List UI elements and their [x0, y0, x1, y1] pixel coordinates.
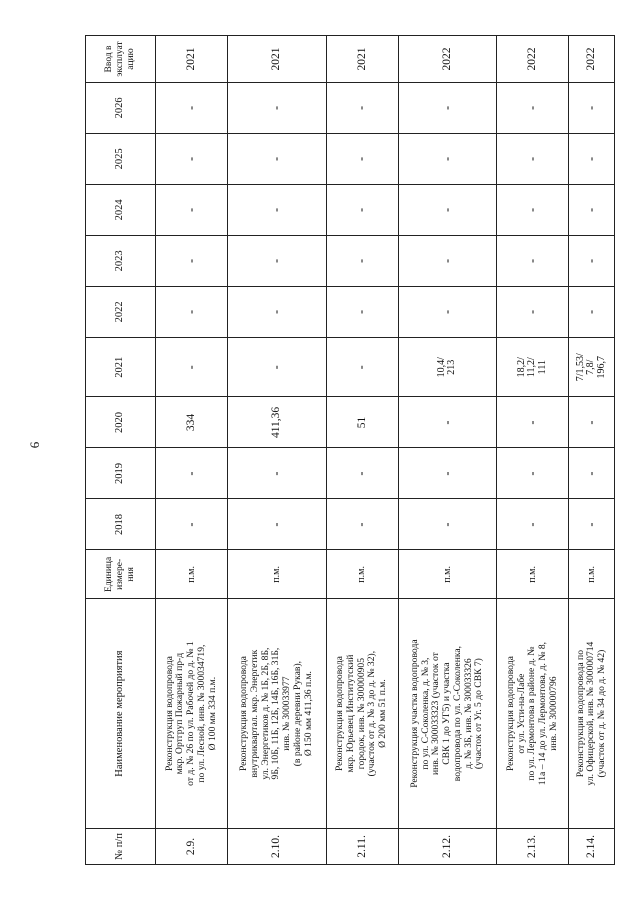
unit-cell: п.м.: [228, 550, 326, 599]
year-value-cell: [497, 82, 569, 133]
year-value-part: -: [439, 105, 454, 110]
header-row: [86, 36, 156, 865]
year-value-cell: [497, 499, 569, 550]
year-value-part: -: [524, 309, 539, 314]
year-value-cell: [156, 235, 228, 286]
year-value-part: -: [268, 522, 283, 527]
year-value-cell: [228, 397, 326, 448]
commission-year: 2022: [398, 36, 496, 83]
unit-cell: п.м.: [569, 550, 615, 599]
year-value-cell: [156, 448, 228, 499]
year-value-cell: [497, 397, 569, 448]
row-number: 2.9.: [156, 828, 228, 864]
year-value-cell: [156, 397, 228, 448]
measure-name-line: ул. Энергетиков д. № 1Б, 2Б, 8Б,: [259, 647, 271, 780]
table-row: [569, 36, 615, 865]
table-row: [156, 36, 228, 865]
year-value-part: -: [183, 207, 198, 212]
year-value-part: -: [439, 309, 454, 314]
header-year: 2021: [86, 337, 156, 397]
measure-name-line: (в районе деревни Рукав),: [291, 660, 303, 767]
year-value-cell: [156, 133, 228, 184]
year-value-part: 7/1,53/: [574, 353, 586, 382]
year-value-part: 18,2/: [515, 357, 527, 378]
year-value-part: -: [183, 258, 198, 263]
year-value-part: -: [524, 258, 539, 263]
year-value-cell: [398, 337, 496, 397]
measure-name: [326, 599, 398, 829]
year-value-cell: [398, 133, 496, 184]
year-value-cell: [398, 235, 496, 286]
year-value-part: -: [183, 365, 198, 370]
year-value-part: -: [268, 309, 283, 314]
year-value-part: -: [268, 471, 283, 476]
year-value-cell: [228, 337, 326, 397]
year-value-part: 11,2/: [526, 357, 538, 378]
table-row: [398, 36, 496, 865]
row-number: 2.13.: [497, 828, 569, 864]
year-value-cell: [228, 82, 326, 133]
year-value-part: -: [354, 522, 369, 527]
measure-name-line: водопровода по ул. С-Соколенка,: [451, 646, 463, 782]
year-value-cell: [326, 82, 398, 133]
year-value-cell: [326, 499, 398, 550]
header-year: 2018: [86, 499, 156, 550]
year-value-cell: [569, 82, 615, 133]
year-value-cell: [497, 235, 569, 286]
year-value-cell: [156, 286, 228, 337]
year-value-cell: [326, 337, 398, 397]
header-name: Наименование мероприятия: [86, 599, 156, 829]
year-value-part: -: [583, 309, 598, 314]
measure-name-line: по ул. Лермонтова в районе д. №: [526, 646, 538, 781]
year-value-cell: [569, 184, 615, 235]
year-value-cell: [398, 397, 496, 448]
table-body: [156, 36, 615, 865]
year-value-cell: [569, 337, 615, 397]
measure-name-line: внутриквартал. мкр. Энергетик: [249, 649, 260, 778]
year-value-cell: [497, 337, 569, 397]
measure-name: [569, 599, 615, 829]
year-value-part: -: [583, 105, 598, 110]
measure-name-line: 9Б, 10Б, 11Б, 12Б, 14Б, 16Б, 31Б,: [270, 647, 282, 780]
unit-cell: п.м.: [497, 550, 569, 599]
year-value-part: -: [439, 207, 454, 212]
year-value-cell: [326, 184, 398, 235]
measure-name: [156, 599, 228, 829]
measure-name-line: Реконструкция водопровода: [504, 656, 516, 772]
year-value-cell: [569, 235, 615, 286]
year-value-part: -: [524, 471, 539, 476]
year-value-part: -: [268, 258, 283, 263]
year-value-part: -: [439, 420, 454, 425]
measures-table: [85, 35, 615, 865]
measure-name: [398, 599, 496, 829]
measure-name-line: от д. № 26 по ул. Рабочей до д. № 1: [185, 641, 197, 786]
year-value-part: -: [524, 522, 539, 527]
commission-year: 2022: [569, 36, 615, 83]
commission-year: 2021: [228, 36, 326, 83]
year-value-part: 111: [536, 360, 548, 375]
header-commission: Ввод в эксплуат ацию: [86, 36, 156, 83]
year-value-part: 411,36: [270, 406, 283, 439]
year-value-part: -: [268, 156, 283, 161]
year-value-cell: [228, 286, 326, 337]
year-value-cell: [326, 448, 398, 499]
row-number: 2.14.: [569, 828, 615, 864]
commission-year: 2021: [156, 36, 228, 83]
year-value-part: -: [354, 365, 369, 370]
year-value-cell: [497, 184, 569, 235]
year-value-part: -: [583, 471, 598, 476]
year-value-part: -: [354, 471, 369, 476]
year-value-cell: [228, 499, 326, 550]
table-row: [326, 36, 398, 865]
year-value-part: -: [183, 105, 198, 110]
unit-cell: п.м.: [156, 550, 228, 599]
year-value-part: -: [583, 258, 598, 263]
header-year: 2025: [86, 133, 156, 184]
measure-name-line: ул. Офицерской, инв. № 300000714: [585, 641, 597, 786]
year-value-part: 10,4/: [435, 357, 447, 378]
year-value-part: 7,8/: [585, 359, 597, 375]
year-value-cell: [398, 448, 496, 499]
header-unit: Единица измере-ния: [86, 550, 156, 599]
year-value-part: -: [583, 522, 598, 527]
year-value-cell: [398, 82, 496, 133]
measure-name-line: от ул. Усти-на-Лабе: [515, 673, 527, 754]
year-value-part: -: [439, 258, 454, 263]
measure-name-line: Ø 100 мм 334 п.м.: [206, 676, 218, 751]
header-year: 2019: [86, 448, 156, 499]
unit-cell: п.м.: [398, 550, 496, 599]
header-year: 2023: [86, 235, 156, 286]
year-value-cell: [156, 337, 228, 397]
measure-name-line: инв. № 300033977: [281, 676, 293, 751]
measure-name-line: 11а – 14 до ул. Лермонтова, д. № 8,: [537, 641, 549, 786]
year-value-cell: [156, 82, 228, 133]
year-value-cell: [326, 397, 398, 448]
rotated-table-container: [85, 35, 615, 865]
year-value-part: -: [439, 522, 454, 527]
measure-name-line: Ø 150 мм 411,36 п.м.: [302, 671, 314, 757]
row-number: 2.12.: [398, 828, 496, 864]
commission-year: 2021: [326, 36, 398, 83]
unit-cell: п.м.: [326, 550, 398, 599]
year-value-cell: [569, 448, 615, 499]
year-value-cell: [398, 499, 496, 550]
year-value-cell: [228, 184, 326, 235]
measure-name-line: д. № 3Б, инв. № 300033326: [462, 658, 474, 769]
year-value-cell: [497, 133, 569, 184]
year-value-part: -: [524, 156, 539, 161]
year-value-part: -: [183, 471, 198, 476]
header-num: № п/п: [86, 828, 156, 864]
year-value-part: -: [354, 309, 369, 314]
measure-name-line: инв. № 300000796: [547, 676, 559, 751]
commission-year: 2022: [497, 36, 569, 83]
measure-name: [228, 599, 326, 829]
year-value-part: -: [354, 258, 369, 263]
year-value-part: -: [268, 105, 283, 110]
year-value-cell: [569, 499, 615, 550]
header-year: 2020: [86, 397, 156, 448]
row-number: 2.10.: [228, 828, 326, 864]
year-value-cell: [569, 133, 615, 184]
year-value-cell: [156, 184, 228, 235]
year-value-part: -: [354, 207, 369, 212]
year-value-cell: [497, 286, 569, 337]
year-value-cell: [228, 448, 326, 499]
year-value-cell: [326, 133, 398, 184]
header-year: 2024: [86, 184, 156, 235]
measure-name-line: Реконструкция водопровода: [163, 656, 175, 772]
year-value-part: 213: [446, 359, 458, 375]
year-value-part: -: [583, 156, 598, 161]
year-value-part: -: [183, 309, 198, 314]
year-value-cell: [326, 235, 398, 286]
page-number: 6: [27, 441, 42, 449]
year-value-part: 51: [355, 416, 368, 429]
year-value-cell: [497, 448, 569, 499]
measure-name-line: по ул. Лесной, инв. № 300034719,: [195, 644, 207, 783]
measure-name-line: (участок от д. № 34 до д. № 42): [595, 649, 607, 778]
year-value-part: -: [354, 105, 369, 110]
measure-name-line: СВК 1 до УГ5) и участка: [441, 662, 453, 765]
year-value-cell: [398, 184, 496, 235]
year-value-cell: [569, 397, 615, 448]
measure-name-line: мкр. Юрьевец Институтский: [345, 654, 357, 773]
year-value-cell: [326, 286, 398, 337]
year-value-part: -: [583, 207, 598, 212]
year-value-part: -: [183, 522, 198, 527]
year-value-cell: [398, 286, 496, 337]
year-value-part: -: [524, 420, 539, 425]
measure-name-line: Реконструкция участка водопровода: [408, 639, 420, 788]
measure-name-line: (участок от Уг. 5 до СВК 7): [473, 658, 485, 770]
year-value-part: -: [268, 207, 283, 212]
measure-name-line: Реконструкция водопровода: [334, 656, 346, 772]
year-value-cell: [228, 133, 326, 184]
measure-name-line: (участок от д. № 3 до д. № 32),: [366, 650, 378, 777]
year-value-part: -: [524, 207, 539, 212]
measure-name-line: инв. № 300033323 (участок от: [430, 652, 442, 776]
measure-name-line: Ø 200 мм 51 п.м.: [377, 679, 389, 748]
measure-name-line: Реконструкция водопровода: [238, 656, 250, 772]
measure-name-line: мкр. Ортгруп Пожарный пр-д: [174, 652, 186, 775]
year-value-part: -: [524, 105, 539, 110]
measure-name-line: по ул. С-Соколенка, д. № 3,: [419, 657, 431, 770]
year-value-cell: [156, 499, 228, 550]
year-value-part: -: [183, 156, 198, 161]
row-number: 2.11.: [326, 828, 398, 864]
table-row: [497, 36, 569, 865]
year-value-part: -: [583, 420, 598, 425]
header-year: 2026: [86, 82, 156, 133]
year-value-part: -: [268, 365, 283, 370]
measure-name: [497, 599, 569, 829]
year-value-part: -: [354, 156, 369, 161]
year-value-cell: [228, 235, 326, 286]
header-year: 2022: [86, 286, 156, 337]
year-value-part: 196,7: [595, 355, 607, 379]
measure-name-line: городок, инв. № 300000905: [355, 657, 367, 770]
year-value-cell: [569, 286, 615, 337]
year-value-part: -: [439, 471, 454, 476]
year-value-part: 334: [184, 413, 197, 432]
year-value-part: -: [439, 156, 454, 161]
measure-name-line: Реконструкция водопровода по: [574, 650, 586, 778]
table-row: [228, 36, 326, 865]
